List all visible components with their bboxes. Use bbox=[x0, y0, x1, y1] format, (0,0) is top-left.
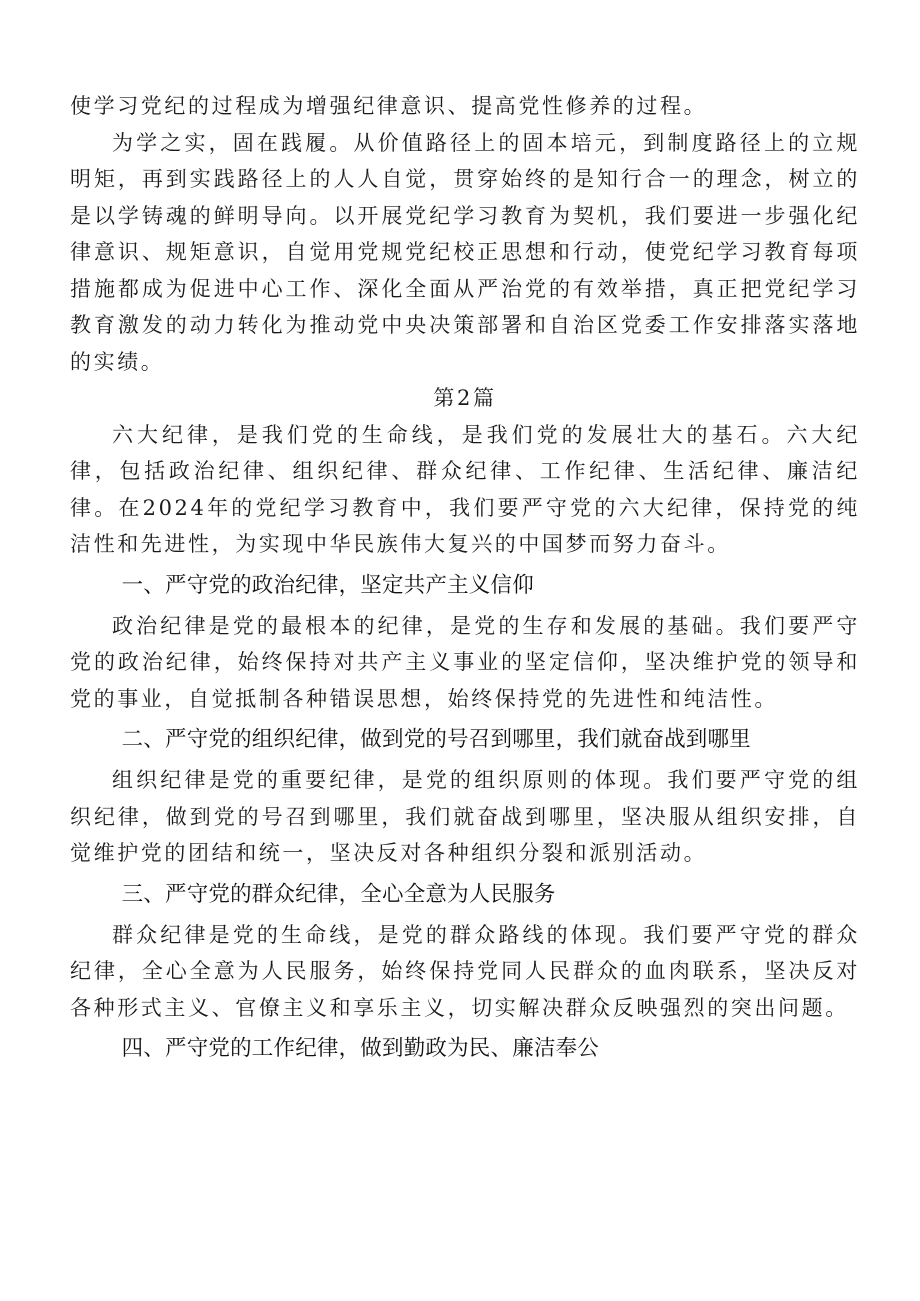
paragraph-six-disciplines: 六大纪律，是我们党的生命线，是我们党的发展壮大的基石。六大纪律，包括政治纪律、组织纪律、群众纪律、工作纪律、生活纪律、廉洁纪律。在2024年的党纪学习教育中，我们要严守党的六大纪律，保持党的纯洁性和先进性，为实现中华民族伟大复兴的中国梦而努力奋斗。 bbox=[70, 422, 860, 556]
heading-mass-discipline: 三、严守党的群众纪律，全心全意为人民服务 bbox=[121, 881, 556, 907]
paragraph-intro-continuation: 使学习党纪的过程成为增强纪律意识、提高党性修养的过程。 bbox=[70, 94, 708, 118]
paragraph-practice: 为学之实，固在践履。从价值路径上的固本培元，到制度路径上的立规明矩，再到实践路径上的人人自觉，贯穿始终的是知行合一的理念，树立的是以学铸魂的鲜明导向。以开展党纪学习教育为契机，我们要进一步强化纪律意识、规矩意识，自觉用党规党纪校正思想和行动，使党纪学习教育每项措施都成为促进中心工作、深化全面从严治党的有效举措，真正把党纪学习教育激发的动力转化为推动党中央决策部署和自治区党委工作安排落实落地的实绩。 bbox=[70, 130, 860, 374]
document-page bbox=[70, 88, 860, 1071]
paragraph-organizational-discipline: 组织纪律是党的重要纪律，是党的组织原则的体现。我们要严守党的组织纪律，做到党的号召到哪里，我们就奋战到哪里，坚决服从组织安排，自觉维护党的团结和统一，坚决反对各种组织分裂和派别活动。 bbox=[70, 768, 860, 865]
paragraph-political-discipline: 政治纪律是党的最根本的纪律，是党的生存和发展的基础。我们要严守党的政治纪律，始终保持对共产主义事业的坚定信仰，坚决维护党的领导和党的事业，自觉抵制各种错误思想，始终保持党的先进性和纯洁性。 bbox=[70, 613, 860, 711]
heading-political-discipline: 一、严守党的政治纪律，坚定共产主义信仰 bbox=[121, 572, 534, 598]
heading-organizational-discipline: 二、严守党的组织纪律，做到党的号召到哪里，我们就奋战到哪里 bbox=[121, 727, 751, 752]
section-title: 第2篇 bbox=[433, 386, 497, 410]
paragraph-mass-discipline: 群众纪律是党的生命线，是党的群众路线的体现。我们要严守党的群众纪律，全心全意为人民服务，始终保持党同人民群众的血肉联系，坚决反对各种形式主义、官僚主义和享乐主义，切实解决群众反映强烈的突出问题。 bbox=[70, 922, 860, 1020]
heading-work-discipline: 四、严守党的工作纪律，做到勤政为民、廉洁奉公 bbox=[121, 1036, 599, 1061]
